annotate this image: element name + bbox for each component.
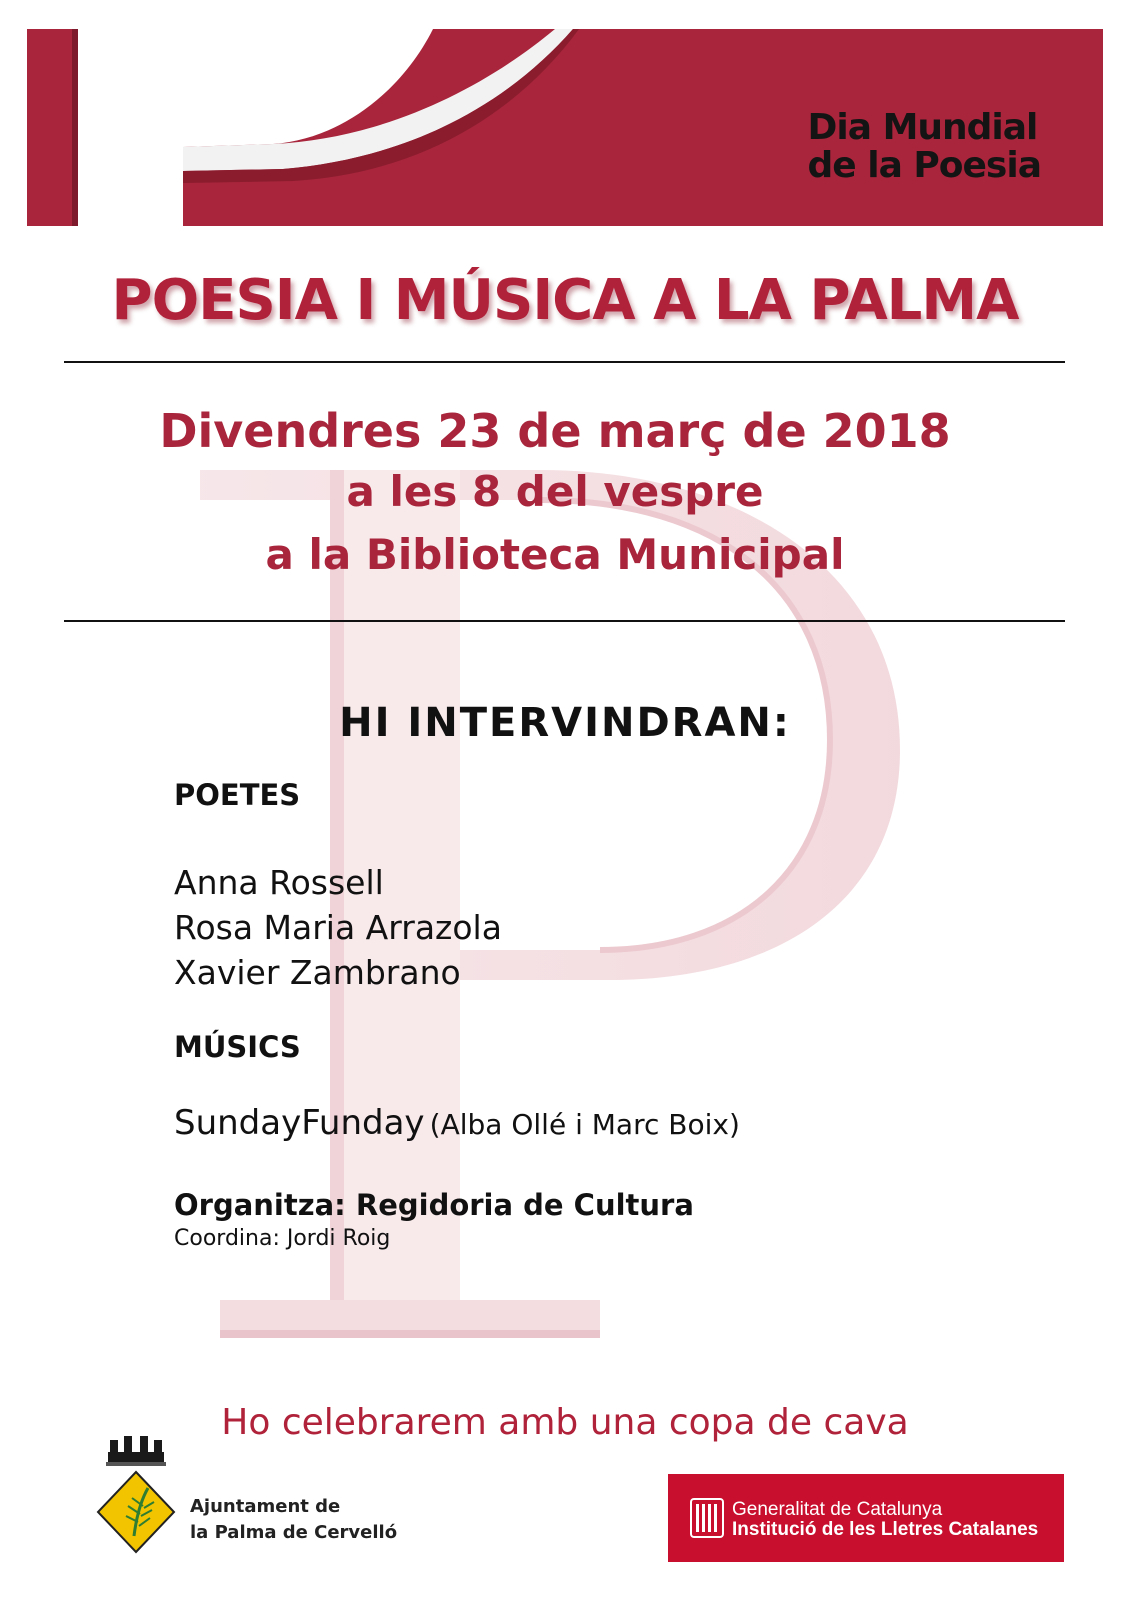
closing-note: Ho celebrarem amb una copa de cava [221,1402,909,1443]
generalitat-line-2: Institució de les Lletres Catalanes [732,1519,1039,1540]
event-time: a les 8 del vespre [346,467,764,516]
coordinator: Coordina: Jordi Roig [174,1226,391,1251]
event-details [0,402,1110,586]
divider-bottom [64,620,1065,622]
ajuntament-crest-icon [96,1432,176,1556]
generalitat-emblem-icon [690,1498,724,1538]
poets-heading: POETES [174,778,301,812]
header-banner [183,29,1103,226]
banner-line-1: Dia Mundial [807,107,1038,148]
organizer: Organitza: Regidoria de Cultura [174,1188,694,1222]
ajuntament-name [190,1494,397,1546]
generalitat-line-1: Generalitat de Catalunya [732,1499,943,1520]
generalitat-text [732,1500,1038,1540]
banner-left-bar [27,29,78,226]
divider-top [64,361,1065,363]
event-place: a la Biblioteca Municipal [265,530,845,579]
event-date: Divendres 23 de març de 2018 [159,404,951,458]
banner-line-2: de la Poesia [807,145,1041,186]
band-members: (Alba Ollé i Marc Boix) [429,1108,740,1141]
ajuntament-line-1: Ajuntament de [190,1496,341,1517]
poet-name: Rosa Maria Arrazola [174,908,502,947]
poets-list [174,860,502,995]
participants-heading: HI INTERVINDRAN: [339,700,791,746]
event-title: POESIA I MÚSICA A LA PALMA [111,268,1019,333]
poet-name: Xavier Zambrano [174,953,461,992]
musicians-heading: MÚSICS [174,1030,301,1064]
poet-name: Anna Rossell [174,863,384,902]
ajuntament-line-2: la Palma de Cervelló [190,1522,398,1543]
band-name: SundayFunday [174,1103,425,1143]
generalitat-logo [668,1474,1064,1562]
banner-title [808,109,1041,185]
musician-entry [174,1103,740,1143]
